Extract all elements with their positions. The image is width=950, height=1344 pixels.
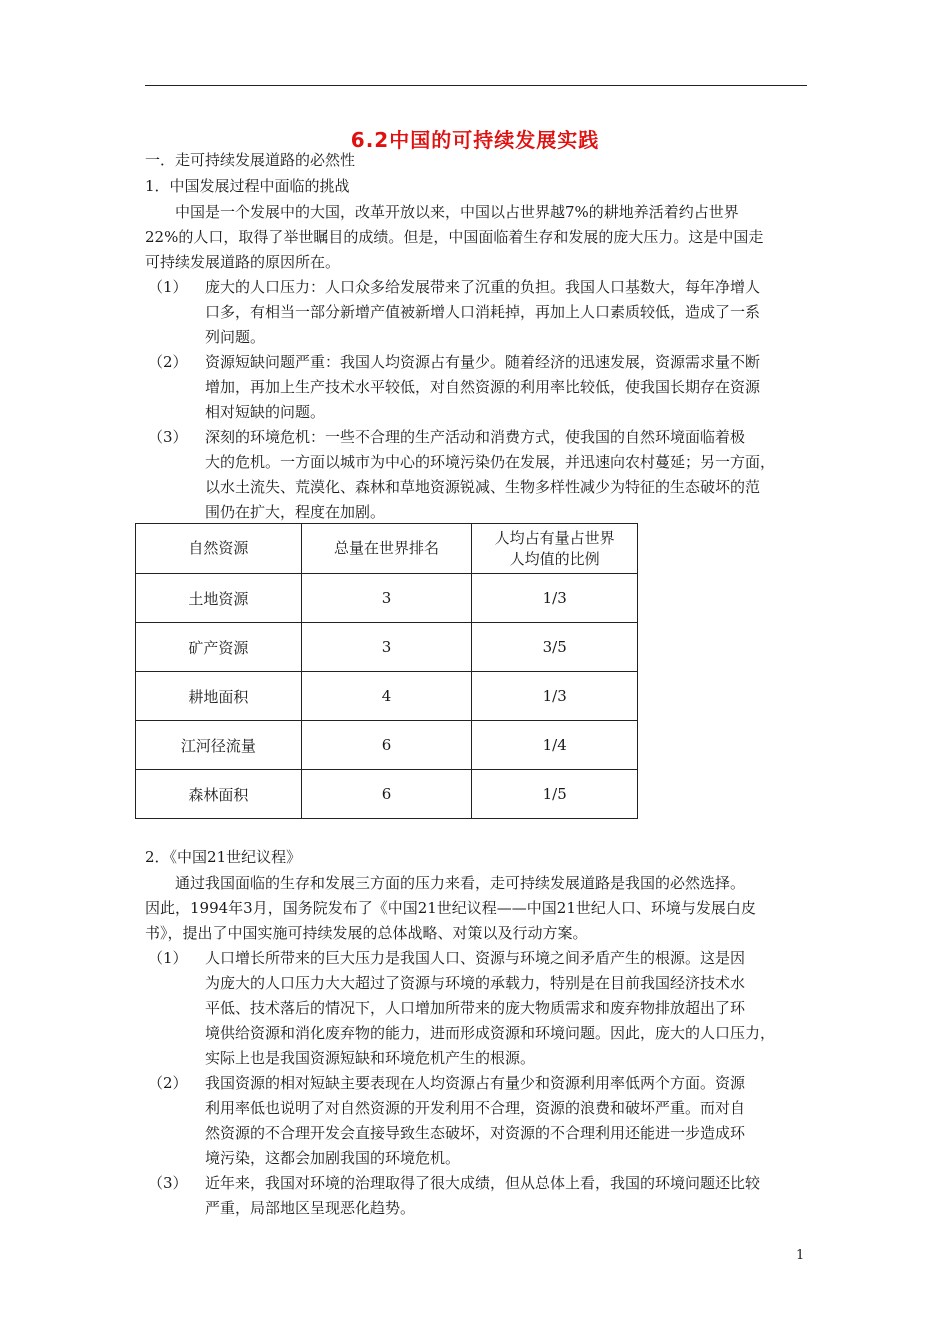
table-cell: 1/4 [472,721,638,770]
paragraph-line: 因此，1994年3月，国务院发布了《中国21世纪议程——中国21世纪人口、环境与发展白皮 [145,899,756,917]
table-cell: 4 [301,672,472,721]
list-item-line: 近年来，我国对环境的治理取得了很大成绩，但从总体上看，我国的环境问题还比较 [205,1174,761,1192]
paragraph-line: 可持续发展道路的原因所在。 [145,253,341,271]
header-rule [145,85,807,86]
paragraph-line: 书》，提出了中国实施可持续发展的总体战略、对策以及行动方案。 [145,924,588,942]
list-item-line: 利用率低也说明了对自然资源的开发利用不合理，资源的浪费和破坏严重。而对自 [205,1099,746,1117]
page-number: 1 [796,1248,805,1263]
table-cell: 耕地面积 [136,672,302,721]
resources-table [135,523,638,819]
list-item-line: 口多，有相当一部分新增产值被新增人口消耗掉，再加上人口素质较低，造成了一系 [205,303,761,321]
list-item-line: 大的危机。一方面以城市为中心的环境污染仍在发展，并迅速向农村蔓延；另一方面， [205,453,776,471]
table-cell: 1/3 [472,672,638,721]
table-cell: 1/5 [472,770,638,819]
list-number: （3） [148,428,188,446]
table-row [136,574,638,623]
table-cell: 6 [301,721,472,770]
list-item-line: 严重，局部地区呈现恶化趋势。 [205,1199,416,1217]
table-header-cell: 自然资源 [136,524,302,574]
table-cell: 1/3 [472,574,638,623]
section-heading: 一．走可持续发展道路的必然性 [145,151,356,169]
page-title: 6.2中国的可持续发展实践 [350,128,600,152]
table-row [136,770,638,819]
table-cell: 江河径流量 [136,721,302,770]
list-item-line: 深刻的环境危机：一些不合理的生产活动和消费方式，使我国的自然环境面临着极 [205,428,746,446]
table-cell: 土地资源 [136,574,302,623]
paragraph-line: 通过我国面临的生存和发展三方面的压力来看，走可持续发展道路是我国的必然选择。 [175,874,746,892]
table-header-cell: 总量在世界排名 [301,524,472,574]
paragraph-line: 中国是一个发展中的大国，改革开放以来，中国以占世界越7%的耕地养活着约占世界 [175,203,739,221]
list-item-line: 庞大的人口压力：人口众多给发展带来了沉重的负担。我国人口基数大，每年净增人 [205,278,761,296]
list-item-line: 以水土流失、荒漠化、森林和草地资源锐减、生物多样性减少为特征的生态破坏的范 [205,478,761,496]
table-header-cell [472,524,638,574]
list-item-line: 资源短缺问题严重：我国人均资源占有量少。随着经济的迅速发展，资源需求量不断 [205,353,761,371]
list-item-line: 境供给资源和消化废弃物的能力，进而形成资源和环境问题。因此，庞大的人口压力， [205,1024,776,1042]
table-cell: 3 [301,574,472,623]
table-cell: 矿产资源 [136,623,302,672]
table-cell: 3 [301,623,472,672]
table-cell: 3/5 [472,623,638,672]
list-number: （1） [148,278,188,296]
table-header-line: 人均占有量占世界 [494,528,615,547]
list-number: （3） [148,1174,188,1192]
list-item-line: 平低、技术落后的情况下，人口增加所带来的庞大物质需求和废弃物排放超出了环 [205,999,746,1017]
paragraph-line: 22%的人口，取得了举世瞩目的成绩。但是，中国面临着生存和发展的庞大压力。这是中国走 [145,228,764,246]
table-header-row [136,524,638,574]
table-row [136,721,638,770]
list-item-line: 人口增长所带来的巨大压力是我国人口、资源与环境之间矛盾产生的根源。这是因 [205,949,746,967]
list-item-line: 相对短缺的问题。 [205,403,326,421]
table-row [136,672,638,721]
table-cell: 森林面积 [136,770,302,819]
subsection-heading: 1．中国发展过程中面临的挑战 [145,177,350,195]
list-item-line: 我国资源的相对短缺主要表现在人均资源占有量少和资源利用率低两个方面。资源 [205,1074,746,1092]
list-item-line: 围仍在扩大，程度在加剧。 [205,503,386,521]
list-item-line: 境污染，这都会加剧我国的环境危机。 [205,1149,461,1167]
list-number: （1） [148,949,188,967]
table-row [136,623,638,672]
list-number: （2） [148,353,188,371]
list-item-line: 列问题。 [205,328,266,346]
subsection-heading: 2．《中国21世纪议程》 [145,848,302,866]
list-item-line: 为庞大的人口压力大大超过了资源与环境的承载力，特别是在目前我国经济技术水 [205,974,746,992]
table-header-line: 人均值的比例 [509,549,600,568]
list-item-line: 实际上也是我国资源短缺和环境危机产生的根源。 [205,1049,536,1067]
table-cell: 6 [301,770,472,819]
list-number: （2） [148,1074,188,1092]
list-item-line: 增加，再加上生产技术水平较低，对自然资源的利用率比较低，使我国长期存在资源 [205,378,761,396]
list-item-line: 然资源的不合理开发会直接导致生态破坏，对资源的不合理利用还能进一步造成环 [205,1124,746,1142]
